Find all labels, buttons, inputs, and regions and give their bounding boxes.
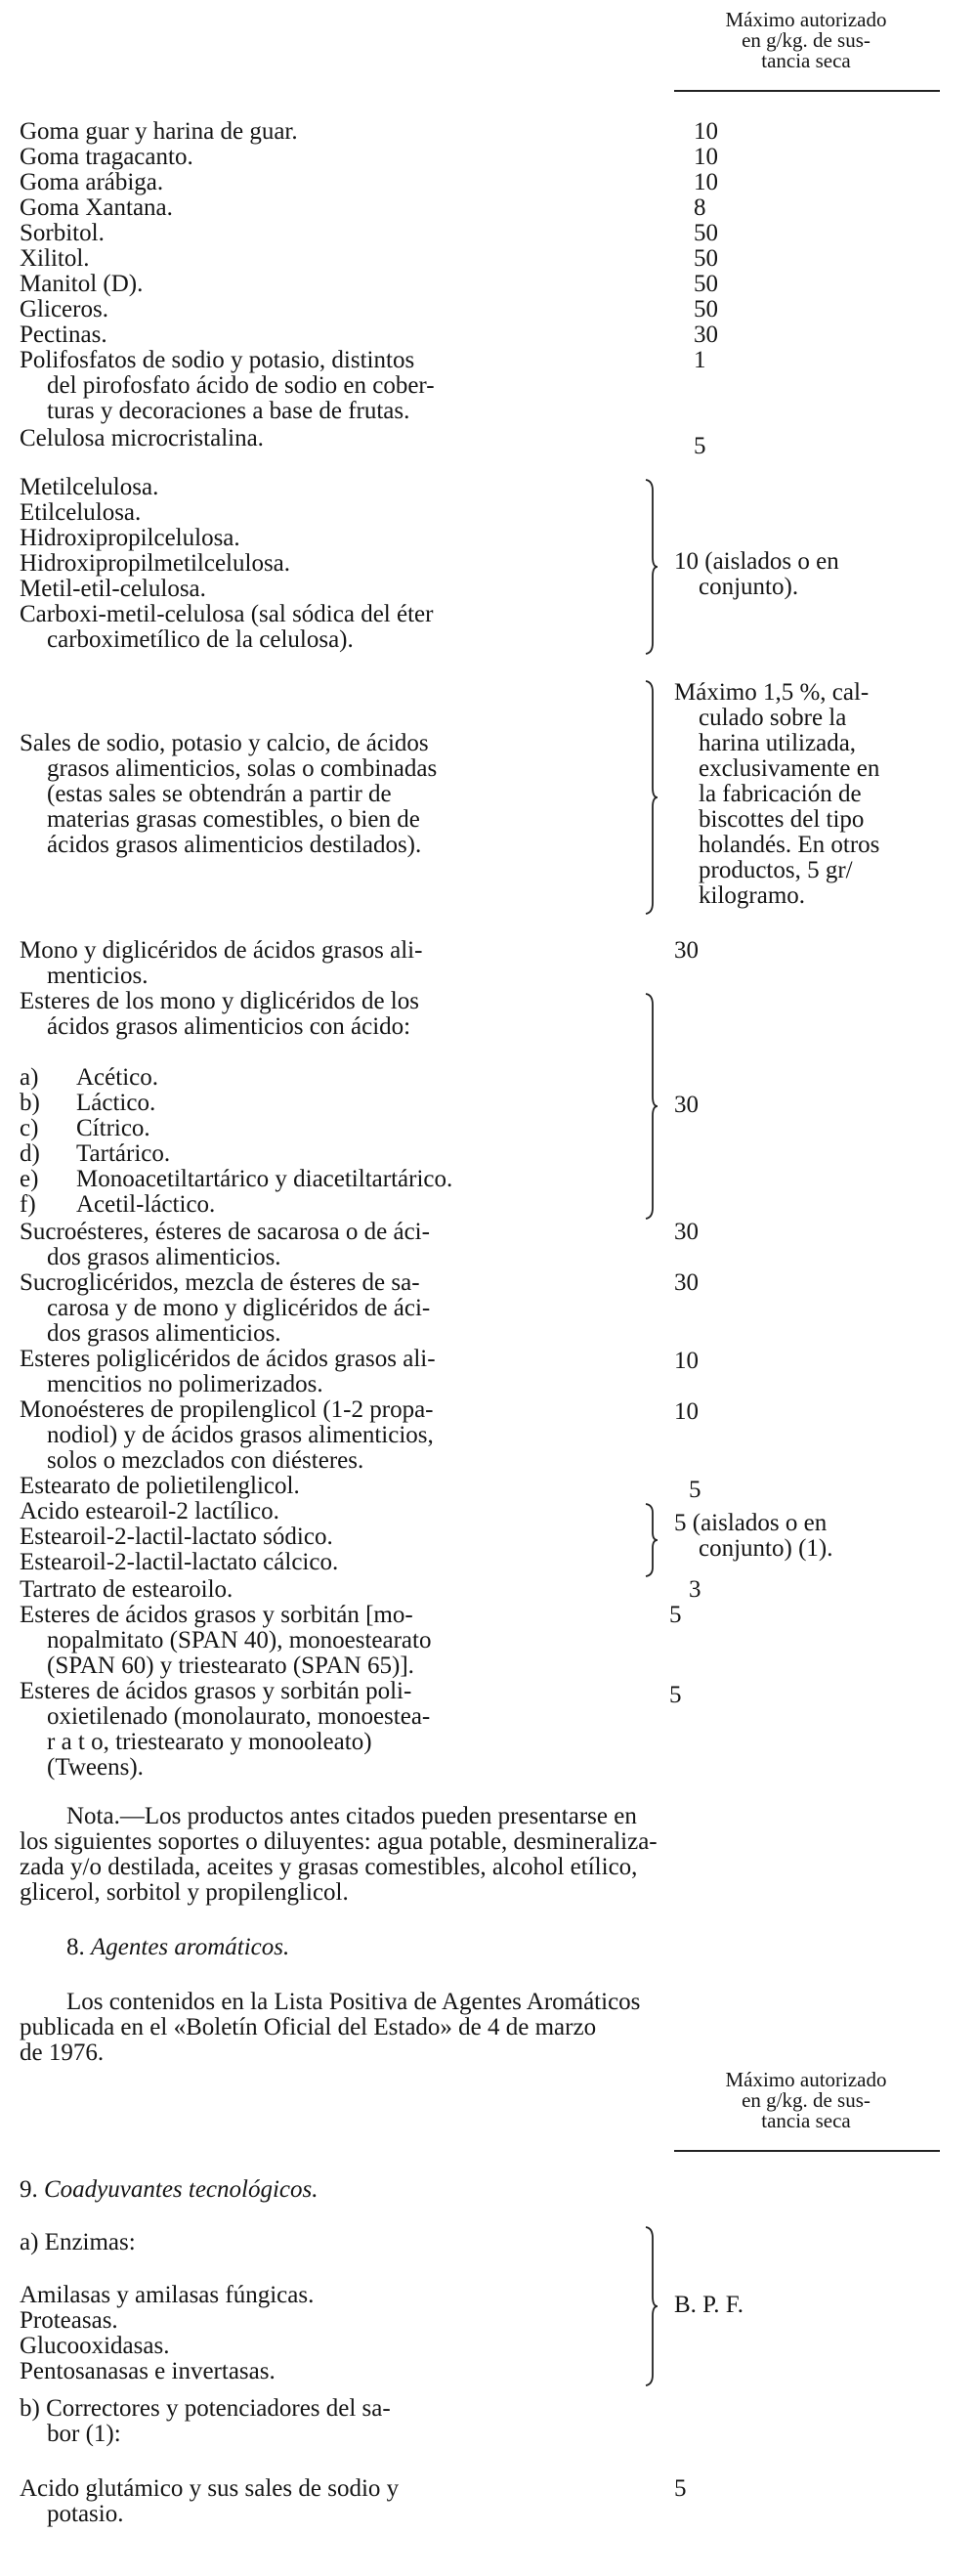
additive-value-cont: conjunto). [699, 574, 799, 600]
additive-name: Acido estearoil-2 lactílico. [20, 1498, 279, 1524]
additive-name: Sales de sodio, potasio y calcio, de ácidos [20, 730, 429, 756]
section-title: Coadyuvantes tecnológicos. [44, 2176, 319, 2203]
additive-name: Goma arábiga. [20, 169, 164, 195]
additive-name: Goma tragacanto. [20, 144, 193, 170]
brace-icon [645, 1503, 658, 1577]
item-letter: d) [20, 1140, 40, 1167]
additive-name: Monoésteres de propilenglicol (1-2 propa- [20, 1396, 434, 1423]
item-text: Acético. [76, 1064, 158, 1091]
additive-value: 30 [674, 937, 699, 964]
header-line: Máximo autorizado [725, 2068, 887, 2091]
additive-name: Sucroglicéridos, mezcla de ésteres de sa- [20, 1269, 420, 1296]
additive-name: Pectinas. [20, 322, 107, 348]
additive-name: Esteres de ácidos grasos y sorbitán [mo- [20, 1602, 413, 1628]
additive-value-cont: conjunto) (1). [699, 1535, 833, 1562]
additive-name-cont: menticios. [47, 963, 149, 989]
additive-value-cont: harina utilizada, [699, 730, 857, 756]
additive-value: 50 [694, 271, 718, 297]
additive-name-cont: nodiol) y de ácidos grasos alimenticios, [47, 1422, 434, 1448]
additive-name: Gliceros. [20, 296, 108, 322]
additive-row [20, 272, 977, 298]
additive-name: Celulosa microcristalina. [20, 425, 264, 451]
column-header [674, 10, 938, 71]
additive-name-cont: materias grasas comestibles, o bien de [47, 806, 420, 833]
additive-row [20, 1473, 977, 1503]
note-paragraph-cont: los siguientes soportes o diluyentes: agua potable, desmineraliza- [20, 1828, 658, 1855]
additive-value: 50 [694, 245, 718, 272]
additive-row [20, 322, 977, 349]
additive-name: Carboxi-metil-celulosa (sal sódica del éter [20, 601, 434, 627]
header-line: Máximo autorizado [725, 8, 887, 31]
item-text: Cítrico. [76, 1115, 150, 1141]
additive-name-cont: ácidos grasos alimenticios con ácido: [47, 1013, 411, 1040]
additive-name-cont: r a t o, triestearato y monooleato) [47, 1729, 372, 1755]
item-letter: e) [20, 1166, 39, 1192]
additive-value: 5 [669, 1682, 682, 1708]
additive-name: Goma guar y harina de guar. [20, 118, 298, 145]
additive-value-cont: culado sobre la [699, 705, 847, 731]
section-number: 9. [20, 2176, 38, 2203]
item-letter: b) [20, 1090, 40, 1116]
additive-name-cont: carboximetílico de la celulosa). [47, 626, 354, 653]
section-number: 8. [66, 1934, 85, 1960]
additive-value: 10 [694, 144, 718, 170]
additive-value: 30 [694, 322, 718, 348]
additive-row [20, 195, 977, 222]
note-paragraph-cont: glicerol, sorbitol y propilenglicol. [20, 1879, 349, 1906]
header-rule [674, 90, 940, 92]
header-line: tancia seca [761, 2109, 851, 2132]
additive-name: Manitol (D). [20, 271, 144, 297]
additive-name: Polifosfatos de sodio y potasio, distintos [20, 347, 415, 373]
additive-value: 5 [689, 1477, 701, 1503]
additive-value: 30 [674, 1269, 699, 1296]
additive-row [20, 170, 977, 196]
additive-value: 10 [674, 1398, 699, 1425]
additive-name: Goma Xantana. [20, 194, 173, 221]
header-line: en g/kg. de sus- [742, 2088, 871, 2112]
additive-name-cont: turas y decoraciones a base de frutas. [47, 398, 410, 424]
section-heading [66, 1935, 289, 1961]
additive-value: Máximo 1,5 %, cal- [674, 679, 870, 706]
additive-value: 5 (aislados o en [674, 1510, 828, 1536]
item-text: Tartárico. [76, 1140, 171, 1167]
header-rule [674, 2150, 940, 2152]
additive-name: Sucroésteres, ésteres de sacarosa o de áci- [20, 1219, 430, 1245]
additive-name-cont: potasio. [47, 2501, 124, 2527]
header-line: tancia seca [761, 49, 851, 72]
additive-value: 30 [674, 1092, 699, 1118]
additive-name: Pentosanasas e invertasas. [20, 2358, 276, 2384]
additive-value: 8 [694, 194, 706, 221]
body-paragraph-cont: de 1976. [20, 2039, 105, 2066]
additive-value: 5 [694, 433, 706, 459]
additive-row [20, 119, 977, 146]
subsection-heading: a) Enzimas: [20, 2229, 136, 2255]
additive-name: Mono y diglicéridos de ácidos grasos ali- [20, 937, 423, 964]
section-title: Agentes aromáticos. [91, 1934, 290, 1960]
additive-row [20, 1577, 977, 1604]
additive-name-cont: (Tweens). [47, 1754, 144, 1781]
additive-value: 10 [694, 118, 718, 145]
section-heading [20, 2177, 319, 2204]
additive-name: Esteres de ácidos grasos y sorbitán poli- [20, 1678, 412, 1704]
additive-value: 30 [674, 1219, 699, 1245]
additive-row [20, 246, 977, 273]
additive-value: 5 [674, 2475, 687, 2502]
brace-icon [645, 993, 658, 1220]
additive-name: Hidroxipropilmetilcelulosa. [20, 550, 291, 577]
additive-value: 10 (aislados o en [674, 548, 839, 575]
subsection-heading-cont: bor (1): [47, 2421, 121, 2447]
item-letter: f) [20, 1191, 36, 1218]
header-line: en g/kg. de sus- [742, 28, 871, 52]
additive-value-cont: holandés. En otros [699, 832, 880, 858]
additive-name: Tartrato de estearoilo. [20, 1576, 234, 1603]
additive-name-cont: oxietilenado (monolaurato, monoestea- [47, 1703, 431, 1730]
item-text: Monoacetiltartárico y diacetiltartárico. [76, 1166, 453, 1192]
additive-name: Etilcelulosa. [20, 499, 142, 526]
note-paragraph: Nota.—Los productos antes citados pueden presentarse en [66, 1803, 637, 1829]
additive-name-cont: dos grasos alimenticios. [47, 1320, 281, 1347]
additive-value: 10 [674, 1348, 699, 1374]
brace-icon [645, 2226, 658, 2386]
additive-value-cont: exclusivamente en [699, 755, 880, 782]
additive-name-cont: grasos alimenticios, solas o combinadas [47, 755, 438, 782]
additive-name: Esteres poliglicéridos de ácidos grasos ali- [20, 1346, 436, 1372]
item-letter: a) [20, 1064, 39, 1091]
list-item [20, 1191, 216, 1219]
additive-name-cont: solos o mezclados con diésteres. [47, 1447, 364, 1474]
additive-value-cont: productos, 5 gr/ [699, 857, 853, 883]
additive-name: Proteasas. [20, 2307, 118, 2334]
additive-name: Glucooxidasas. [20, 2333, 170, 2359]
additive-value: B. P. F. [674, 2292, 743, 2318]
additive-name: Amilasas y amilasas fúngicas. [20, 2282, 315, 2308]
additive-name: Hidroxipropilcelulosa. [20, 525, 240, 551]
item-text: Láctico. [76, 1090, 156, 1116]
additive-name-cont: dos grasos alimenticios. [47, 1244, 281, 1270]
list-item [20, 1166, 453, 1193]
additive-name: Sorbitol. [20, 220, 105, 246]
note-paragraph-cont: zada y/o destilada, aceites y grasas comestibles, alcohol etílico, [20, 1854, 638, 1880]
body-paragraph-cont: publicada en el «Boletín Oficial del Estado» de 4 de marzo [20, 2014, 597, 2040]
additive-name-cont: mencitios no polimerizados. [47, 1371, 323, 1397]
brace-icon [645, 479, 658, 655]
additive-name: Esteres de los mono y diglicéridos de los [20, 988, 419, 1014]
additive-row [20, 145, 977, 171]
additive-name-cont: del pirofosfato ácido de sodio en cober- [47, 372, 435, 399]
list-item [20, 1140, 171, 1168]
additive-name: Metilcelulosa. [20, 474, 159, 500]
list-item [20, 1090, 156, 1117]
body-paragraph: Los contenidos en la Lista Positiva de Agentes Aromáticos [66, 1989, 641, 2015]
additive-name-cont: carosa y de mono y diglicéridos de áci- [47, 1295, 431, 1321]
additive-row [20, 221, 977, 247]
additive-name: Acido glutámico y sus sales de sodio y [20, 2475, 400, 2502]
additive-value-cont: kilogramo. [699, 882, 806, 909]
subsection-heading: b) Correctores y potenciadores del sa- [20, 2395, 391, 2422]
additive-value: 1 [694, 347, 706, 373]
column-header [674, 2070, 938, 2131]
item-letter: c) [20, 1115, 39, 1141]
additive-value-cont: la fabricación de [699, 781, 862, 807]
additive-name: Metil-etil-celulosa. [20, 576, 206, 602]
item-text: Acetil-láctico. [76, 1191, 216, 1218]
additive-value: 3 [689, 1576, 701, 1603]
additive-value: 50 [694, 296, 718, 322]
additive-name: Estearoil-2-lactil-lactato sódico. [20, 1524, 333, 1550]
brace-icon [645, 680, 658, 915]
additive-name-cont: ácidos grasos alimenticios destilados). [47, 832, 422, 858]
additive-name: Estearoil-2-lactil-lactato cálcico. [20, 1549, 339, 1575]
additive-value-cont: biscottes del tipo [699, 806, 865, 833]
additive-name-cont: (SPAN 60) y triestearato (SPAN 65)]. [47, 1653, 414, 1679]
list-item [20, 1064, 158, 1092]
additive-name: Xilitol. [20, 245, 90, 272]
additive-row [20, 297, 977, 323]
additive-value: 50 [694, 220, 718, 246]
list-item [20, 1115, 150, 1142]
additive-value: 10 [694, 169, 718, 195]
additive-name-cont: nopalmitato (SPAN 40), monoestearato [47, 1627, 432, 1653]
additive-name-cont: (estas sales se obtendrán a partir de [47, 781, 392, 807]
additive-value: 5 [669, 1602, 682, 1628]
additive-row [20, 425, 977, 459]
additive-name: Estearato de polietilenglicol. [20, 1473, 300, 1499]
